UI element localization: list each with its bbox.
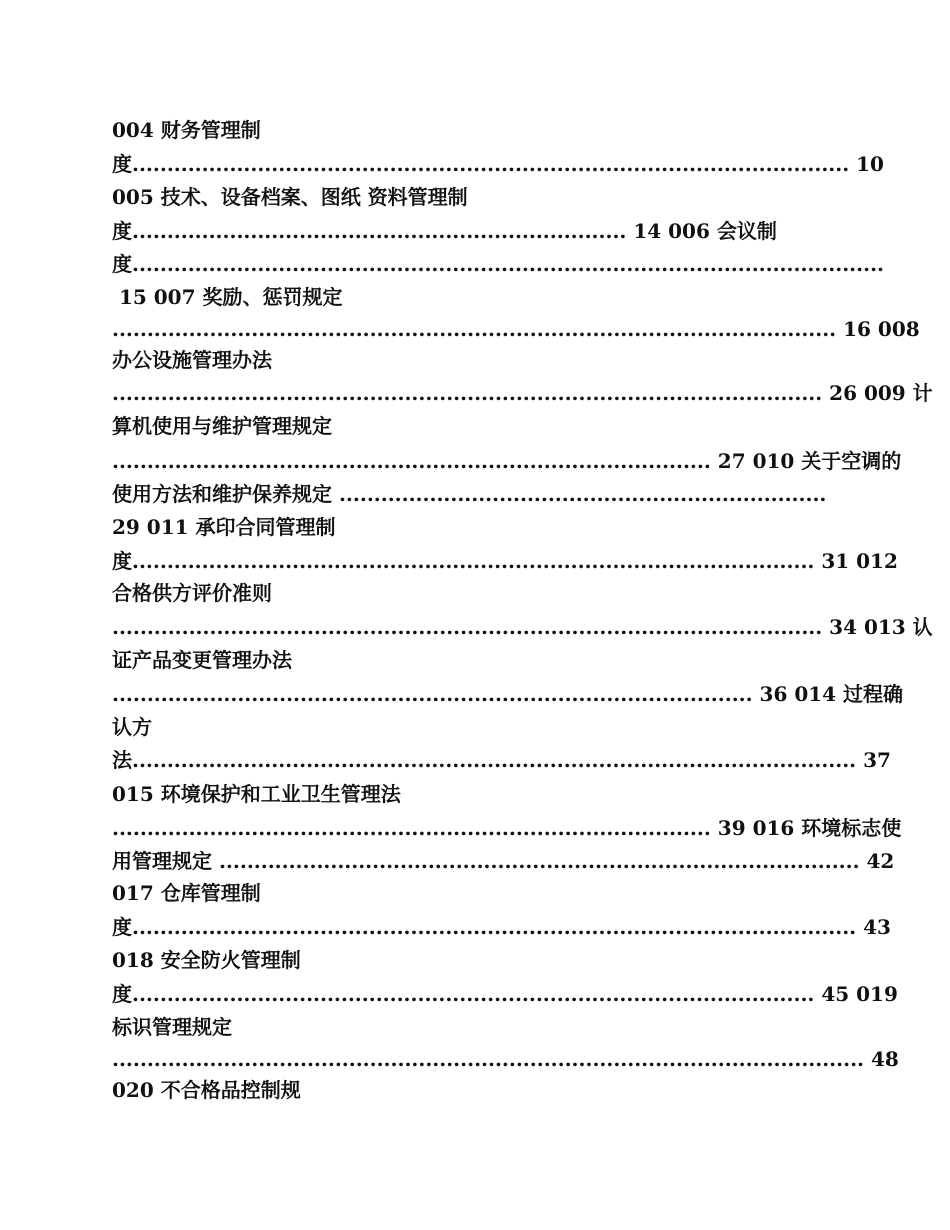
toc-line: ...................................................................................... 27 010 关于空调的 (112, 449, 902, 473)
toc-line: 度........................................................................................................ 43 (112, 915, 891, 939)
toc-line: ...................................................................................................... 26 009 计 (112, 381, 933, 405)
toc-line: 标识管理规定 (112, 1015, 232, 1039)
toc-line: ...................................................................................................... 34 013 认 (112, 615, 933, 639)
toc-line: 使用方法和维护保养规定 ...................................................................... (112, 482, 827, 506)
toc-line: 005 技术、设备档案、图纸 资料管理制 (112, 185, 468, 209)
toc-line: 认方 (112, 715, 152, 739)
toc-line: 合格供方评价准则 (112, 581, 272, 605)
toc-line: 度.................................................................................................. 45 019 (112, 982, 898, 1006)
toc-line: ............................................................................................ 36 014 过程确 (112, 682, 904, 706)
toc-line: 证产品变更管理办法 (112, 648, 292, 672)
toc-line: ............................................................................................................ 48 (112, 1047, 899, 1071)
toc-line: 用管理规定 ............................................................................................ 42 (112, 849, 895, 873)
toc-line: 004 财务管理制 (112, 118, 261, 142)
toc-line: 办公设施管理办法 (112, 348, 272, 372)
toc-line: 017 仓库管理制 (112, 881, 261, 905)
toc-line: 法........................................................................................................ 37 (112, 748, 891, 772)
toc-line: 29 011 承印合同管理制 (112, 515, 336, 539)
toc-line: 018 安全防火管理制 (112, 948, 301, 972)
toc-line: 15 007 奖励、惩罚规定 (112, 285, 343, 309)
toc-line: 度....................................................................................................... 10 (112, 152, 884, 176)
toc-line: 020 不合格品控制规 (112, 1078, 301, 1102)
toc-line: 度............................................................................................................ (112, 252, 884, 276)
toc-line: 度....................................................................... 14 006 会议制 (112, 219, 777, 243)
toc-line: 015 环境保护和工业卫生管理法 (112, 782, 401, 806)
toc-line: 算机使用与维护管理规定 (112, 414, 332, 438)
toc-line: 度.................................................................................................. 31 012 (112, 549, 898, 573)
toc-line: ........................................................................................................ 16 008 (112, 317, 920, 341)
toc-line: ...................................................................................... 39 016 环境标志使 (112, 816, 902, 840)
